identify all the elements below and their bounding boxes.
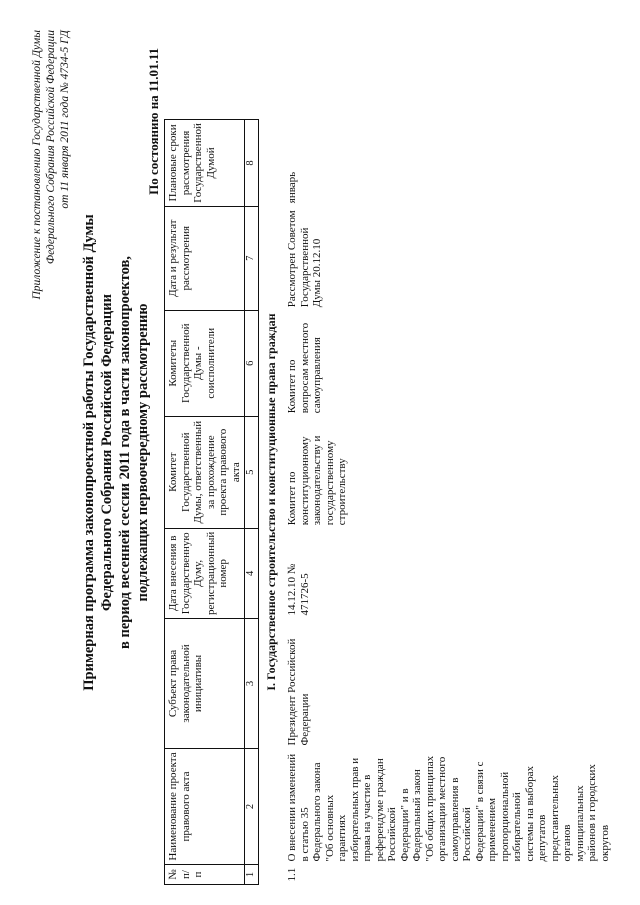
row-planned-dates: январь — [286, 171, 298, 204]
row-initiative-subject: Президент Российской Федерации — [286, 638, 311, 746]
column-number: 1 — [245, 865, 259, 885]
column-number: 6 — [245, 310, 259, 416]
section-row — [258, 120, 283, 885]
row-act-name: О внесении изменений в статью 35 Федерального закона "Об основных гарантиях избирательных прав и права на участие в референдуме граждан Российской Федерации" и в Федеральный закон "Об общих принципах организации местного самоуправления в Российской Федерации" в связи с применением пропорциональной избирательной системы на выборах депутатов представительных органов муниципальных районов и городских округов — [286, 753, 611, 862]
header-initiative-subject: Субъект права законодательной инициативы — [165, 619, 245, 749]
section-title: I. Государственное строительство и конституционные права граждан — [263, 313, 278, 691]
title-line: Федерального Собрания Российской Федерации — [99, 294, 115, 611]
header-planned-dates: Плановые сроки рассмотрения Государственной Думой — [165, 120, 245, 207]
column-number: 7 — [245, 206, 259, 310]
table-row — [283, 120, 614, 885]
column-number: 3 — [245, 619, 259, 749]
header-registration: Дата внесения в Государственную Думу, регистрационный номер — [165, 528, 245, 618]
row-registration: 14.12.10 № 471726-5 — [286, 563, 311, 616]
appendix-note-line: от 11 января 2011 года № 4734-5 ГД — [59, 30, 71, 209]
table-header-row — [165, 120, 245, 885]
column-number: 4 — [245, 528, 259, 618]
title-line: Примерная программа законопроектной работы Государственной Думы — [81, 214, 97, 691]
header-result: Дата и результат рассмотрения — [165, 206, 245, 310]
column-number-row — [245, 120, 259, 885]
header-co-committees: Комитеты Государственной Думы - соисполнители — [165, 310, 245, 416]
appendix-note-line: Федерального Собрания Российской Федерации — [45, 30, 57, 265]
column-number: 5 — [245, 416, 259, 528]
column-number: 2 — [245, 749, 259, 865]
appendix-note-line: Приложение к постановлению Государственной Думы — [31, 30, 43, 300]
title-line: подлежащих первоочередному рассмотрению — [135, 303, 151, 602]
program-table — [164, 119, 614, 885]
column-number: 8 — [245, 120, 259, 207]
row-co-committees: Комитет по вопросам местного самоуправления — [286, 322, 323, 414]
title-line: в период весенней сессии 2011 года в части законопроектов, — [117, 256, 133, 649]
document-title — [80, 40, 152, 865]
row-result: Рассмотрен Советом Государственной Думы 20.12.10 — [286, 210, 323, 308]
header-responsible-committee: Комитет Государственной Думы, ответственный за прохождение проекта правового акта — [165, 416, 245, 528]
status-date: По состоянию на 11.01.11 — [146, 48, 161, 195]
header-number: № п/п — [165, 865, 245, 885]
appendix-note — [30, 30, 72, 885]
row-responsible-committee: Комитет по конституционному законодательству и государственному строительству — [286, 435, 348, 526]
row-number: 1.1 — [286, 867, 298, 882]
header-act-name: Наименование проекта правового акта — [165, 749, 245, 865]
